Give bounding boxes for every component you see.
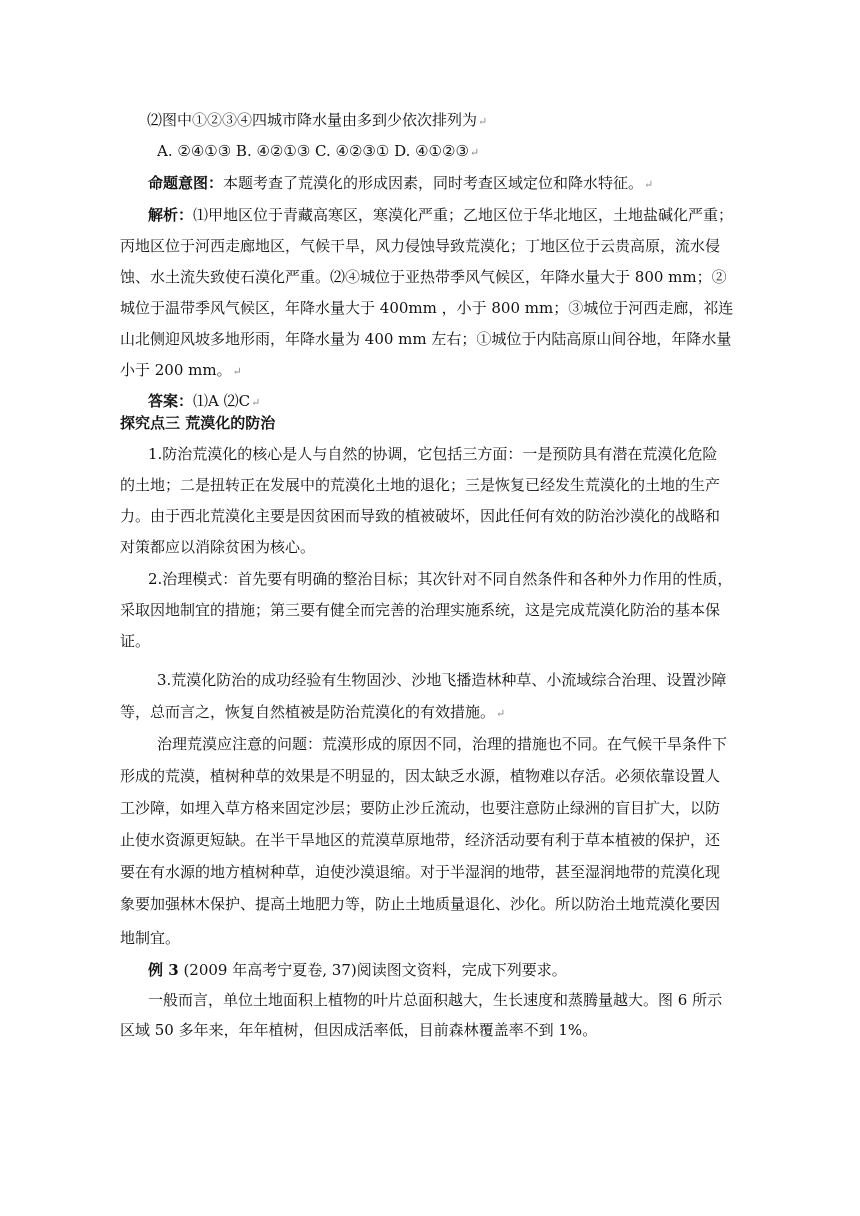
para1-line-1: 1.防治荒漠化的核心是人与自然的协调，它包括三方面：一是预防具有潜在荒漠化危险 <box>148 445 718 463</box>
example-body-line-1: 一般而言，单位土地面积上植物的叶片总面积越大，生长速度和蒸腾量越大。图 6 所示 <box>148 991 723 1009</box>
analysis-line-3: 蚀、水土流失致使石漠化严重。⑵④城位于亚热带季风气候区，年降水量大于 800 mm；② <box>120 268 727 286</box>
intent-label: 命题意图： <box>148 174 224 192</box>
example-source: (2009 年高考宁夏卷, 37)阅读图文资料，完成下列要求。 <box>178 961 567 979</box>
paragraph-mark: ↵ <box>496 707 506 720</box>
question-stem: ⑵图中①②③④四城市降水量由多到少依次排列为↵ <box>147 111 488 129</box>
para4-line-4: 止使水资源更短缺。在半干旱地区的荒漠草原地带，经济活动要有利于草本植被的保护，还 <box>120 831 721 849</box>
paragraph-mark: ↵ <box>478 115 488 128</box>
analysis-line-2: 丙地区位于河西走廊地区，气候干旱，风力侵蚀导致荒漠化；丁地区位于云贵高原，流水侵 <box>120 237 721 255</box>
paragraph-mark: ↵ <box>469 146 480 159</box>
para4-line-2: 形成的荒漠，植树种草的效果是不明显的，因太缺乏水源，植物难以存活。必须依靠设置人 <box>120 767 721 785</box>
para4-line-5: 要在有水源的地方植树种草，迫使沙漠退缩。对于半湿润的地带，甚至湿润地带的荒漠化现 <box>120 863 721 881</box>
answer-text: ⑴A ⑵C <box>193 392 251 410</box>
question-options: A. ②④①③ B. ④②①③ C. ④②③① D. ④①②③↵ <box>157 142 480 160</box>
analysis-line-4: 城位于温带季风气候区，年降水量大于 400mm ，小于 800 mm；③城位于河西走廊，祁连 <box>120 299 734 317</box>
intent-line <box>148 173 653 195</box>
intent-text: 本题考查了荒漠化的形成因素，同时考查区域定位和降水特征。 <box>223 174 644 192</box>
para4-line-1: 治理荒漠应注意的问题：荒漠形成的原因不同，治理的措施也不同。在气候干旱条件下 <box>157 735 728 753</box>
para4-line-6: 象要加强林木保护、提高土地肥力等，防止土地质量退化、沙化。所以防治土地荒漠化要因 <box>120 895 721 913</box>
example-header <box>148 960 567 980</box>
para4-line-3: 工沙障，如埋入草方格来固定沙层；要防止沙丘流动，也要注意防止绿洲的盲目扩大，以防 <box>120 799 721 817</box>
para3-line-1: 3.荒漠化防治的成功经验有生物固沙、沙地飞播造林种草、小流域综合治理、设置沙障 <box>157 671 727 689</box>
example-label: 例 3 <box>148 961 179 979</box>
paragraph-mark: ↵ <box>232 365 242 378</box>
para1-line-3: 力。由于西北荒漠化主要是因贫困而导致的植被破坏，因此任何有效的防治沙漠化的战略和 <box>120 507 721 525</box>
analysis-line-5: 山北侧迎风坡多地形雨，年降水量为 400 mm 左右；①城位于内陆高原山间谷地，年降水量 <box>120 330 732 348</box>
paragraph-mark: ↵ <box>644 178 654 191</box>
paragraph-mark: ↵ <box>251 396 261 409</box>
example-body-line-2: 区域 50 多年来，年年植树，但因成活率低，目前森林覆盖率不到 1%。 <box>120 1021 598 1039</box>
para2-line-3: 证。 <box>120 632 151 650</box>
section-title: 探究点三 荒漠化的防治 <box>120 414 276 432</box>
para1-line-4: 对策都应以消除贫困为核心。 <box>120 538 316 556</box>
analysis-line-6: 小于 200 mm。↵ <box>120 361 242 379</box>
para4-line-7: 地制宜。 <box>120 929 181 947</box>
analysis-line-1: 解析：⑴甲地区位于青藏高寒区，寒漠化严重；乙地区位于华北地区，土地盐碱化严重； <box>148 206 734 224</box>
answer-label: 答案： <box>148 392 194 410</box>
para1-line-2: 的土地；二是扭转正在发展中的荒漠化土地的退化；三是恢复已经发生荒漠化的土地的生产 <box>120 476 721 494</box>
para2-line-1: 2.治理模式：首先要有明确的整治目标；其次针对不同自然条件和各种外力作用的性质， <box>148 570 733 588</box>
para2-line-2: 采取因地制宜的措施；第三要有健全而完善的治理实施系统，这是完成荒漠化防治的基本保 <box>120 601 721 619</box>
para3-line-2: 等，总而言之，恢复自然植被是防治荒漠化的有效措施。↵ <box>120 703 506 721</box>
analysis-label: 解析： <box>148 206 194 224</box>
answer-line <box>148 391 260 413</box>
